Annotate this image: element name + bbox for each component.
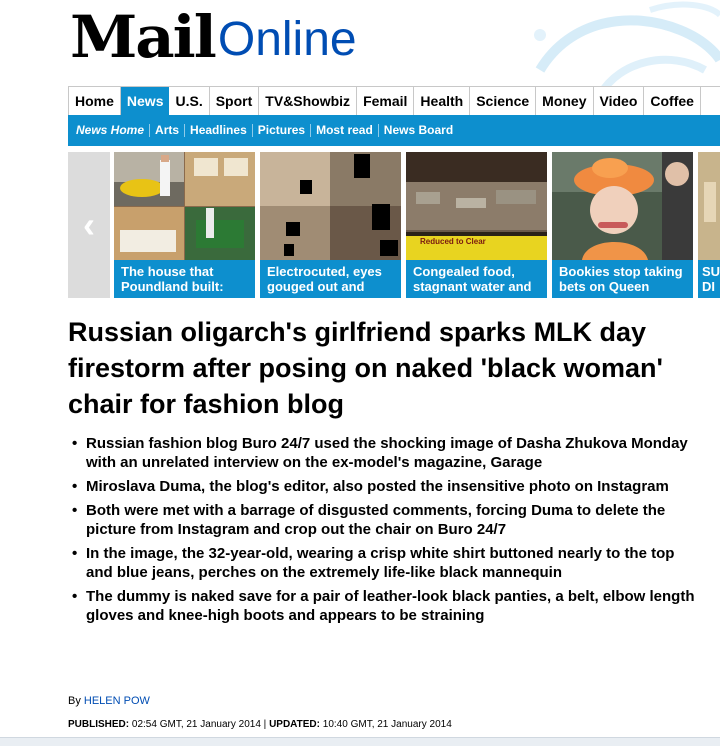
nav-home[interactable]: Home (69, 87, 121, 116)
site-logo[interactable] (70, 2, 357, 71)
chevron-left-icon: ‹ (83, 204, 95, 245)
published-date: 02:54 GMT, 21 January 2014 (131, 719, 261, 730)
carousel-card-caption: Congealed food, stagnant water and (413, 264, 532, 294)
carousel-card[interactable] (260, 152, 401, 298)
list-item: • In the image, the 32-year-old, wearing a crisp white shirt buttoned nearly to the top and blue jeans, perches on the extremely life-like black mannequin (72, 544, 702, 582)
censored-thumbnail (260, 152, 401, 260)
partial-thumbnail (698, 152, 720, 260)
subnav-most-read[interactable]: Most read (311, 124, 379, 137)
carousel-card[interactable] (114, 152, 255, 298)
logo-online-text: Online (217, 13, 357, 66)
author-link[interactable]: HELEN POW (83, 695, 150, 707)
subnav-arts[interactable]: Arts (150, 124, 185, 137)
nav-science[interactable]: Science (470, 87, 536, 116)
shop-sign: Reduced to Clear (420, 237, 486, 246)
list-item: • Miroslava Duma, the blog's editor, also posted the insensitive photo on Instagram (72, 477, 702, 496)
updated-date: 10:40 GMT, 21 January 2014 (322, 719, 452, 730)
logo-mail-text: Mail (70, 3, 215, 71)
nav-coffee[interactable]: Coffee (644, 87, 701, 116)
carousel-card-caption: Bookies stop taking bets on Queen (559, 264, 683, 294)
article-summary-list (72, 434, 702, 630)
carousel-card-caption: Electrocuted, eyes gouged out and (267, 264, 382, 294)
nav-femail[interactable]: Femail (357, 87, 414, 116)
carousel-card-caption: SU DI (702, 264, 720, 294)
dates-divider: | (263, 719, 270, 730)
updated-label: UPDATED: (269, 719, 320, 730)
carousel-card[interactable] (698, 152, 720, 298)
nav-money[interactable]: Money (536, 87, 593, 116)
byline (68, 695, 150, 707)
house-thumbnail (114, 152, 255, 260)
carousel-card-caption: The house that Poundland built: (121, 264, 224, 294)
sub-nav (68, 115, 720, 146)
subnav-pictures[interactable]: Pictures (253, 124, 311, 137)
picture-carousel (68, 152, 720, 298)
nav-news[interactable]: News (121, 87, 170, 116)
nav-sport[interactable]: Sport (210, 87, 260, 116)
nav-health[interactable]: Health (414, 87, 470, 116)
list-item: • The dummy is naked save for a pair of leather-look black panties, a belt, elbow length gloves and knee-high boots and appears to be straining (72, 587, 702, 625)
byline-prefix: By (68, 695, 81, 707)
article-headline: Russian oligarch's girlfriend sparks MLK day firestorm after posing on naked 'black woman' chair for fashion blog (68, 317, 663, 419)
subnav-news-board[interactable]: News Board (383, 123, 454, 137)
nav-us[interactable]: U.S. (169, 87, 209, 116)
main-nav (68, 86, 720, 115)
queen-thumbnail (552, 152, 693, 260)
carousel-card[interactable] (406, 152, 547, 298)
list-item: • Both were met with a barrage of disgusted comments, forcing Duma to delete the picture from Instagram and crop out the chair on Buro 24/7 (72, 501, 702, 539)
published-label: PUBLISHED: (68, 719, 130, 730)
nav-tvshowbiz[interactable]: TV&Showbiz (259, 87, 357, 116)
nav-video[interactable]: Video (594, 87, 645, 116)
carousel-card[interactable] (552, 152, 693, 298)
page-bottom-band (0, 737, 720, 746)
subnav-news-home[interactable]: News Home (74, 124, 150, 137)
article-dates (68, 719, 452, 730)
subnav-headlines[interactable]: Headlines (185, 124, 253, 137)
list-item: • Russian fashion blog Buro 24/7 used the shocking image of Dasha Zhukova Monday with an unrelated interview on the ex-model's magazine, Garage (72, 434, 702, 472)
carousel-prev-button[interactable] (68, 152, 110, 298)
